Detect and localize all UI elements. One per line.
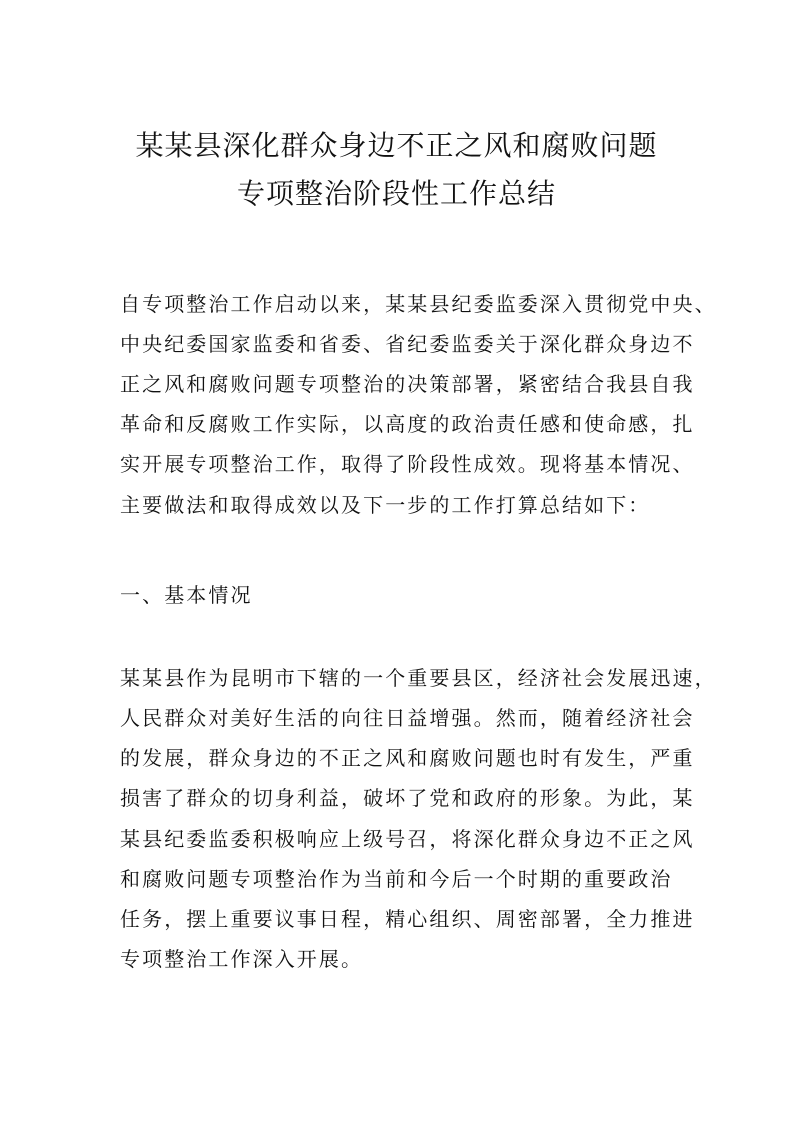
- section-body-line: 某县纪委监委积极响应上级号召，将深化群众身边不正之风: [120, 827, 695, 851]
- document-title-line-2: 专项整治阶段性工作总结: [236, 177, 556, 210]
- section-body-line: 的发展，群众身边的不正之风和腐败问题也时有发生，严重: [120, 746, 695, 770]
- section-heading: 一、基本情况: [120, 583, 253, 607]
- intro-line: 中央纪委国家监委和省委、省纪委监委关于深化群众身边不: [120, 332, 695, 356]
- intro-line: 正之风和腐败问题专项整治的决策部署，紧密结合我县自我: [120, 372, 695, 396]
- intro-line: 自专项整治工作启动以来，某某县纪委监委深入贯彻党中央、: [120, 292, 717, 316]
- section-body-line: 专项整治工作深入开展。: [120, 947, 364, 971]
- intro-line: 革命和反腐败工作实际，以高度的政治责任感和使命感，扎: [120, 412, 695, 436]
- intro-line: 实开展专项整治工作，取得了阶段性成效。现将基本情况、: [120, 452, 695, 476]
- section-body-line: 损害了群众的切身利益，破坏了党和政府的形象。为此，某: [120, 786, 695, 810]
- section-body-line: 和腐败问题专项整治作为当前和今后一个时期的重要政治: [120, 867, 673, 891]
- document-title-line-1: 某某县深化群众身边不正之风和腐败问题: [135, 129, 658, 162]
- section-body-line: 某某县作为昆明市下辖的一个重要县区，经济社会发展迅速，: [120, 666, 717, 690]
- intro-line: 主要做法和取得成效以及下一步的工作打算总结如下：: [120, 493, 651, 517]
- section-body-line: 任务，摆上重要议事日程，精心组织、周密部署，全力推进: [120, 907, 695, 931]
- section-body-line: 人民群众对美好生活的向往日益增强。然而，随着经济社会: [120, 706, 695, 730]
